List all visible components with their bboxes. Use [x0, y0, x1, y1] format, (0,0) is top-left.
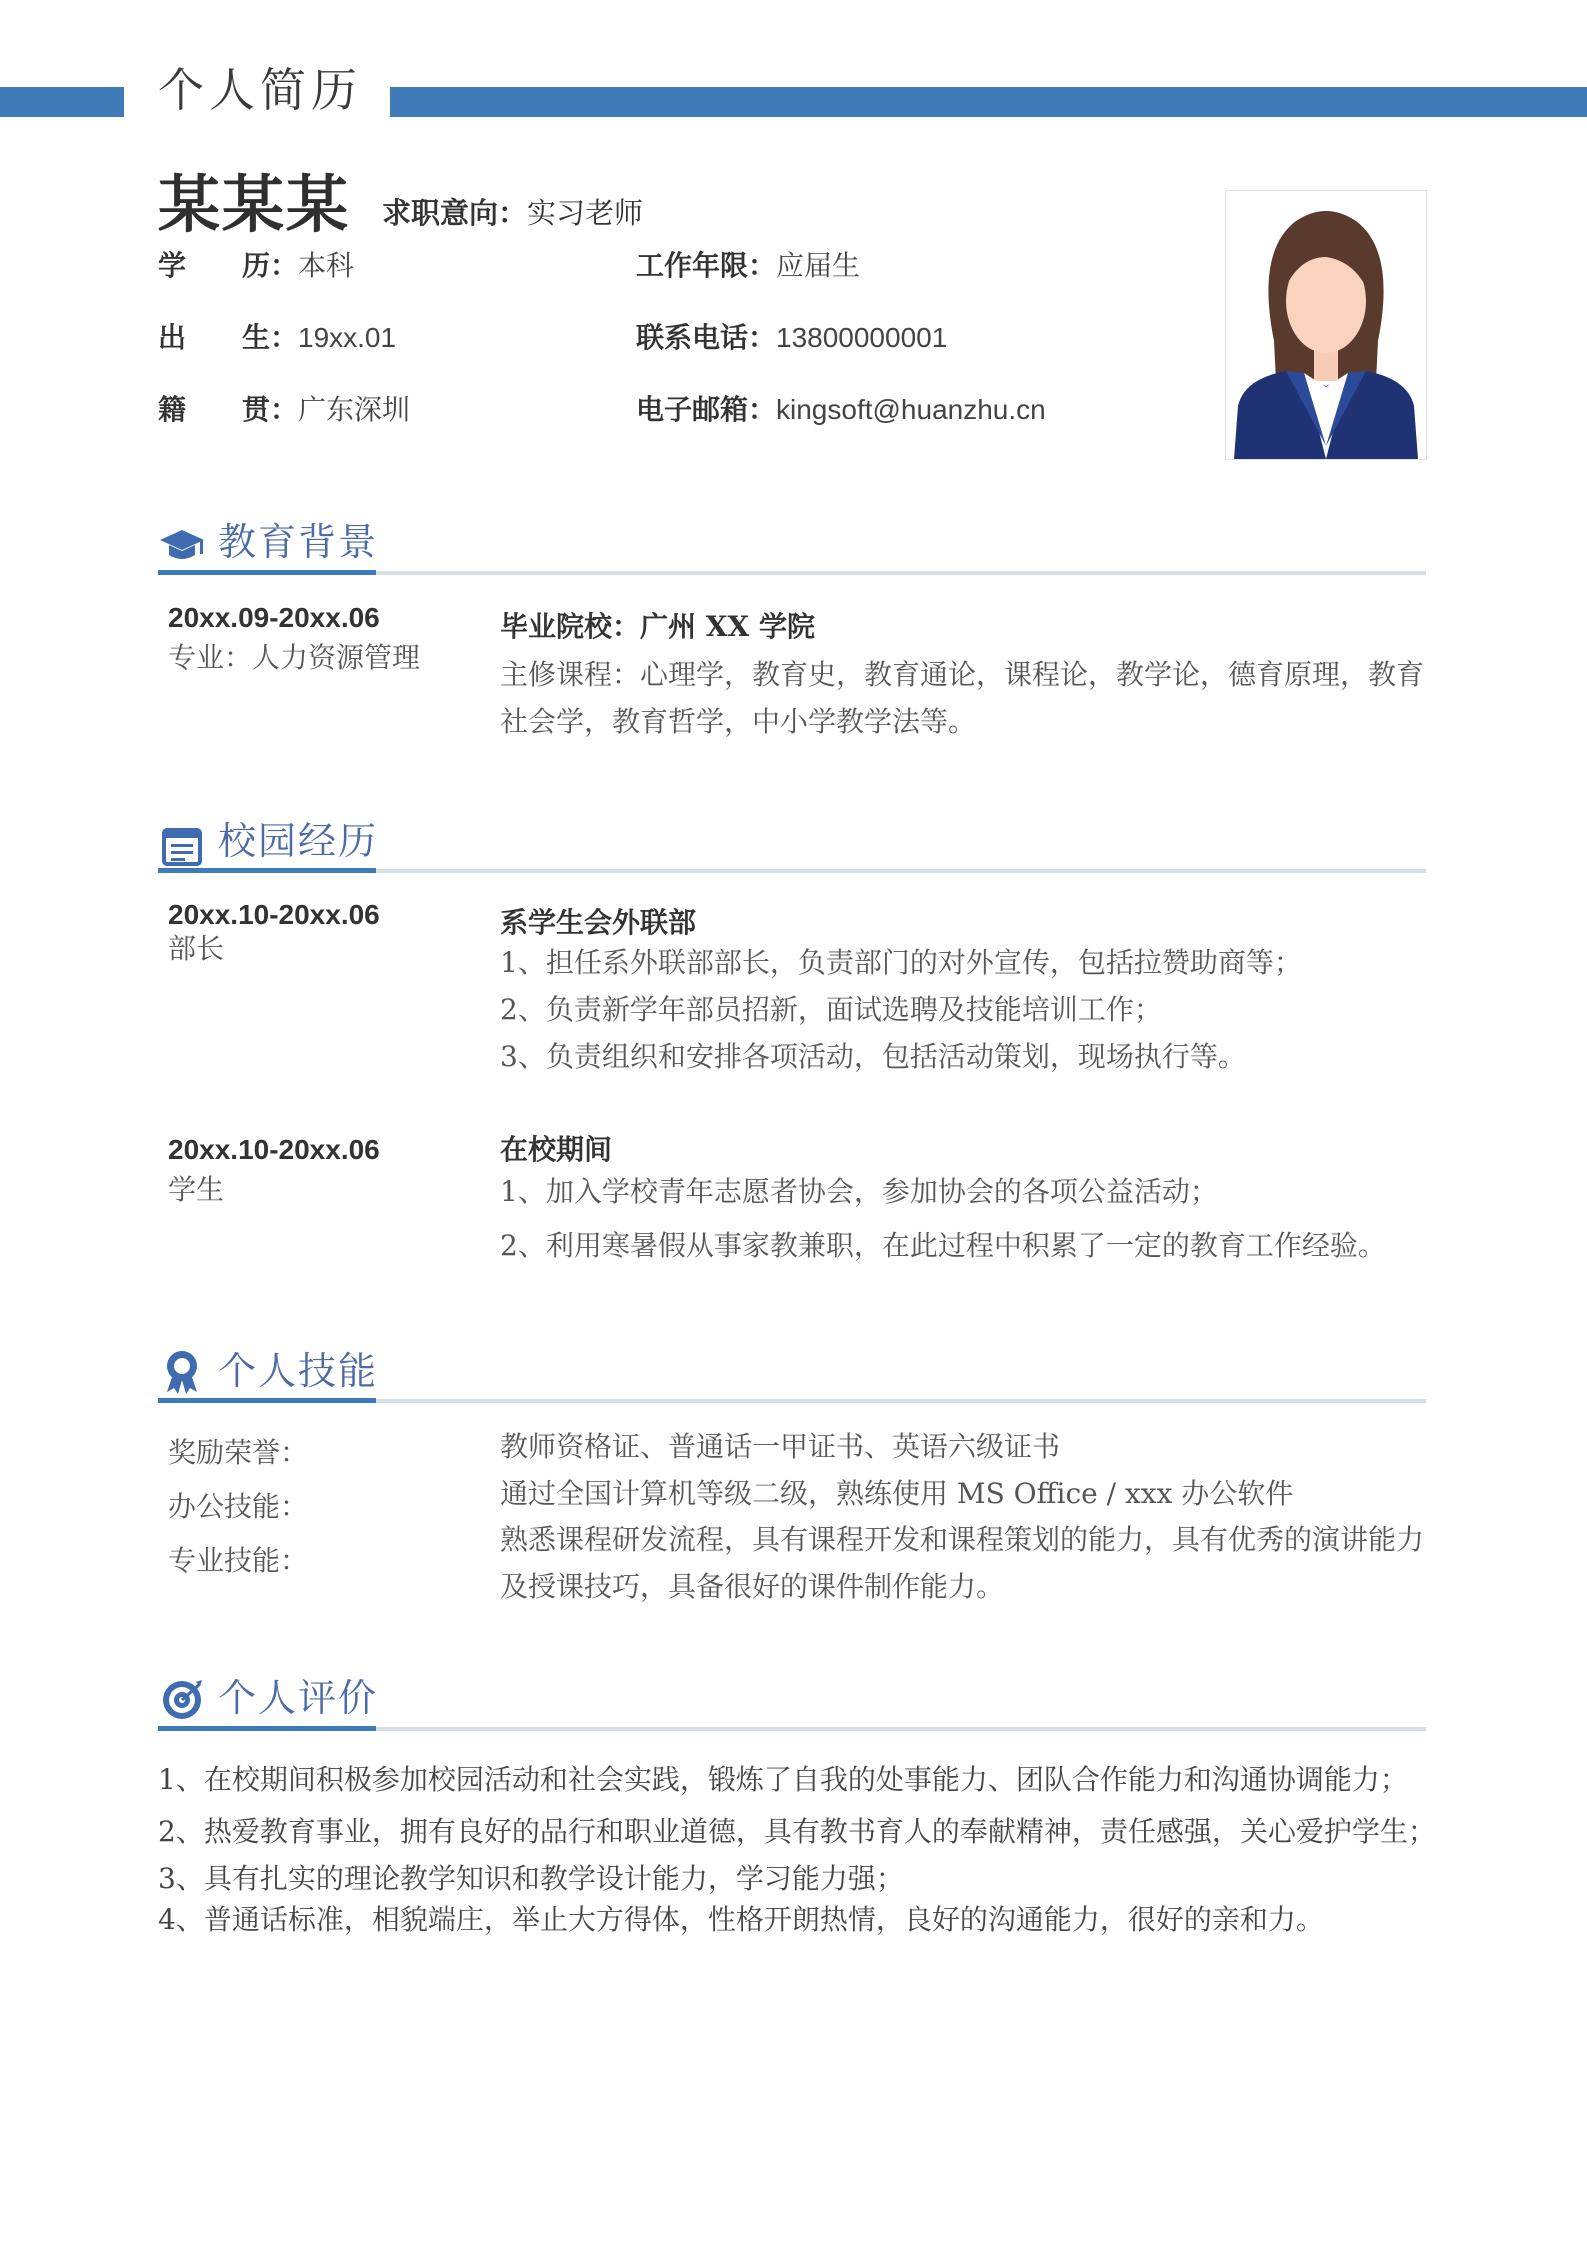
- skill-awards-text: 教师资格证、普通话一甲证书、英语六级证书: [500, 1430, 1061, 1463]
- header-bar-right: [390, 87, 1587, 117]
- education-date: 20xx.09-20xx.06: [168, 602, 380, 633]
- graduation-cap-icon: [158, 522, 206, 570]
- campus-entry-1-item-3: 3、负责组织和安排各项活动，包括活动策划，现场执行等。: [500, 1040, 1246, 1073]
- education-courses: 主修课程：心理学，教育史，教育通论，课程论，教学论，德育原理，教育社会学，教育哲学，中小学教学法等。: [500, 658, 1425, 738]
- campus-entry-2-item-1: 1、加入学校青年志愿者协会，参加协会的各项公益活动；: [500, 1175, 1218, 1208]
- phone-value: 13800000001: [776, 322, 948, 353]
- evaluation-item-2: 2、热爱教育事业，拥有良好的品行和职业道德，具有教书育人的奉献精神，责任感强，关心爱护学生；: [158, 1815, 1436, 1848]
- skill-office-text: 通过全国计算机等级二级，熟练使用 MS Office / xxx 办公软件: [500, 1477, 1294, 1510]
- education-major: 专业：人力资源管理: [168, 641, 421, 674]
- section-accent-evaluation: [158, 1726, 376, 1731]
- birth-value: 19xx.01: [298, 322, 397, 353]
- campus-entry-1-item-2: 2、负责新学年部员招新，面试选聘及技能培训工作；: [500, 993, 1162, 1026]
- skill-label-office: 办公技能：: [168, 1490, 309, 1523]
- skill-label-professional: 专业技能：: [168, 1544, 309, 1577]
- evaluation-item-4: 4、普通话标准，相貌端庄，举止大方得体，性格开朗热情，良好的沟通能力，很好的亲和力。: [158, 1903, 1324, 1936]
- candidate-name: 某某某: [158, 168, 351, 241]
- campus-entry-2-item-2: 2、利用寒暑假从事家教兼职，在此过程中积累了一定的教育工作经验。: [500, 1229, 1386, 1262]
- campus-entry-2-role: 学生: [168, 1173, 225, 1206]
- education-level-value: 本科: [298, 249, 355, 282]
- campus-entry-2-date: 20xx.10-20xx.06: [168, 1134, 380, 1165]
- email-value: kingsoft@huanzhu.cn: [776, 394, 1046, 425]
- skill-label-awards: 奖励荣誉：: [168, 1436, 309, 1469]
- work-years-label: 工作年限：: [636, 249, 777, 282]
- evaluation-item-1: 1、在校期间积极参加校园活动和社会实践，锻炼了自我的处事能力、团队合作能力和沟通协调能力；: [158, 1763, 1408, 1796]
- campus-entry-1-date: 20xx.10-20xx.06: [168, 899, 380, 930]
- evaluation-item-3: 3、具有扎实的理论教学知识和教学设计能力，学习能力强；: [158, 1862, 904, 1895]
- education-school: 毕业院校：广州 XX 学院: [500, 610, 815, 643]
- section-accent-skills: [158, 1398, 376, 1403]
- section-accent-education: [158, 570, 376, 575]
- job-intent-value: 实习老师: [527, 196, 644, 230]
- document-title: 个人简历: [158, 63, 362, 117]
- job-intent-label: 求职意向：: [382, 196, 528, 230]
- section-title-evaluation: 个人评价: [218, 1676, 379, 1720]
- calendar-list-icon: [158, 822, 206, 870]
- job-intent: [382, 193, 643, 233]
- section-title-education: 教育背景: [218, 520, 379, 564]
- campus-entry-1-role: 部长: [168, 932, 225, 965]
- phone-label: 联系电话：: [636, 321, 777, 354]
- hometown-value: 广东深圳: [298, 393, 411, 426]
- header-bar-left: [0, 87, 124, 117]
- education-level-label: 学 历：: [158, 249, 299, 282]
- section-title-campus: 校园经历: [218, 819, 379, 863]
- campus-entry-2-org: 在校期间: [500, 1133, 613, 1166]
- profile-photo: [1225, 190, 1427, 460]
- section-accent-campus: [158, 868, 376, 873]
- target-icon: [158, 1676, 206, 1724]
- avatar-illustration: [1226, 191, 1426, 459]
- skill-professional-text: 熟悉课程研发流程，具有课程开发和课程策划的能力，具有优秀的演讲能力及授课技巧，具备很好的课件制作能力。: [500, 1523, 1425, 1603]
- hometown-label: 籍 贯：: [158, 393, 299, 426]
- email-label: 电子邮箱：: [636, 393, 777, 426]
- campus-entry-1-item-1: 1、担任系外联部部长，负责部门的对外宣传，包括拉赞助商等；: [500, 946, 1302, 979]
- award-ribbon-icon: [158, 1348, 206, 1396]
- campus-entry-1-org: 系学生会外联部: [500, 906, 697, 939]
- birth-label: 出 生：: [158, 321, 299, 354]
- section-title-skills: 个人技能: [218, 1349, 379, 1393]
- work-years-value: 应届生: [776, 249, 861, 282]
